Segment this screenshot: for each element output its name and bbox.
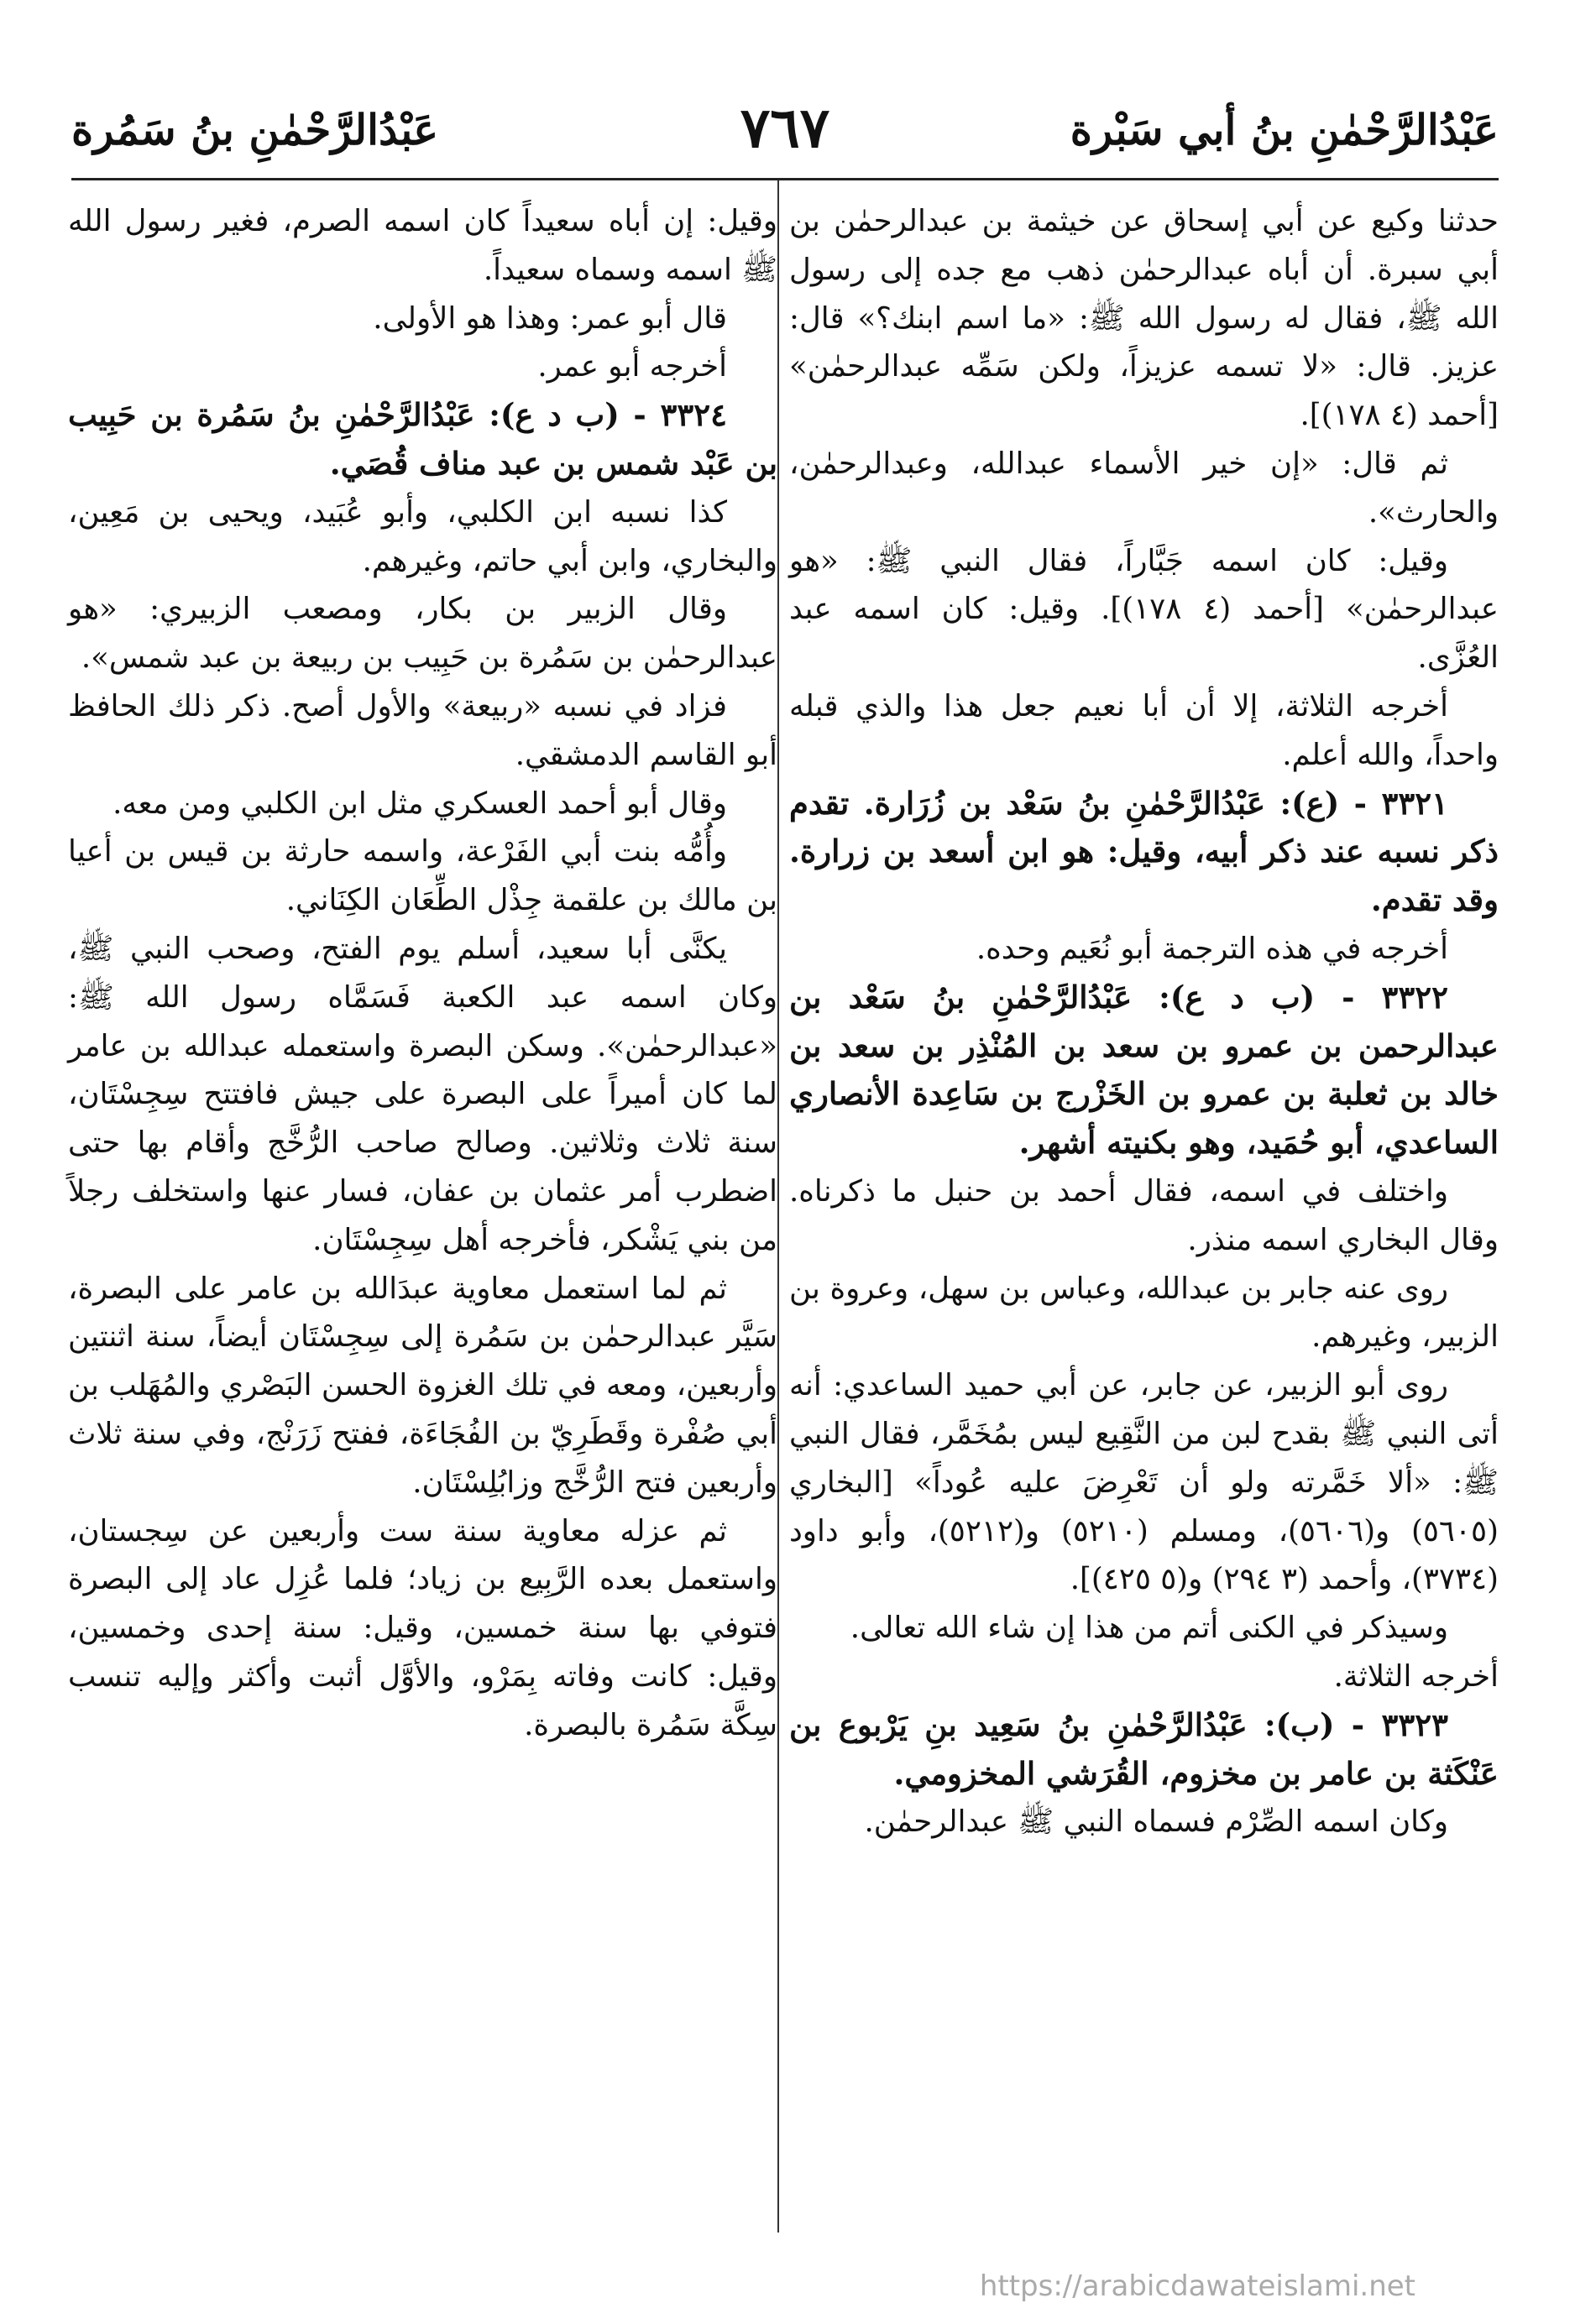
paragraph: أخرجه الثلاثة. [1333,1658,1499,1694]
paragraph: وسيذكر في الكنى أتم من هذا إن شاء الله تعالى. [850,1611,1448,1646]
header-rule [71,178,1499,180]
paragraph: وقيل: كان اسمه جَبَّاراً، فقال النبي ﷺ: «هو عبدالرحمٰن» [أحمد (٤ ١٧٨)]. وقيل: كان اسمه عبد العُزَّى. [789,543,1499,676]
paragraph: وقال أبو أحمد العسكري مثل ابن الكلبي ومن معه. [112,786,727,821]
paragraph: وأُمُّه بنت أبي الفَرْعة، واسمه حارثة بن قيس بن أعيا بن مالك بن علقمة جِذْل الطِّعَان الكِنَاني. [68,834,777,918]
paragraph: وقال الزبير بن بكار، ومصعب الزبيري: «هو عبدالرحمٰن بن سَمُرة بن حَبِيب بن ربيعة بن عبد شمس». [68,592,777,676]
entry-3322: ٣٣٢٢ - (ب د ع): عَبْدُالرَّحْمٰنِ بنُ سَعْد بن عبدالرحمن بن عمرو بن سعد بن المُنْذِر بن سعد بن خالد بن ثعلبة بن عمرو بن الخَزْرج بن سَاعِدة الأنصاري الساعدي، أبو حُمَيد، وهو بكنيته أشهر. [789,978,1499,1162]
paragraph: قال أبو عمر: وهذا هو الأولى. [373,300,727,336]
paragraph: روى أبو الزبير، عن جابر، عن أبي حميد الساعدي: أنه أتى النبي ﷺ بقدح لبن من النَّقِيع ليس بمُخَمَّر، فقال النبي ﷺ: «ألا خَمَّرته ولو أن تَعْرِضَ عليه عُوداً» [البخاري (٥٦٠٥) و(٥٦٠٦)، ومسلم (٥٢١٠) و(٥٢١٢)، وأبو داود (٣٧٣٤)، وأحمد (٣ ٢٩٤) و(٥ ٤٢٥)]. [789,1368,1499,1597]
paragraph: أخرجه الثلاثة، إلا أن أبا نعيم جعل هذا والذي قبله واحداً، والله أعلم. [789,688,1499,772]
paragraph: كذا نسبه ابن الكلبي، وأبو عُبَيد، ويحيى بن مَعِين، والبخاري، وابن أبي حاتم، وغيرهم. [68,494,777,578]
right-column [789,197,1499,1846]
page-header [71,80,1499,172]
watermark-url: https://arabicdawateislami.net [979,2269,1415,2303]
left-column [68,197,777,1750]
entry-3324: ٣٣٢٤ - (ب د ع): عَبْدُالرَّحْمٰنِ بنُ سَمُرة بن حَبِيب بن عَبْد شمس بن عبد مناف قُصَي. [68,396,777,482]
page-number: ٧٦٧ [740,95,830,160]
entry-3321: ٣٣٢١ - (ع): عَبْدُالرَّحْمٰنِ بنُ سَعْد بن زُرَارة. تقدم ذكر نسبه عند ذكر أبيه، وقيل: هو ابن أسعد بن زرارة. وقد تقدم. [789,784,1499,919]
entry-3323: ٣٣٢٣ - (ب): عَبْدُالرَّحْمٰنِ بنُ سَعِيد بنِ يَرْبوع بن عَنْكَثة بن عامر بن مخزوم، القُرَشي المخزومي. [789,1705,1499,1792]
paragraph: ثم قال: «إن خير الأسماء عبدالله، وعبدالرحمٰن، والحارث». [789,446,1499,530]
paragraph: فزاد في نسبه «ربيعة» والأول أصح. ذكر ذلك الحافظ أبو القاسم الدمشقي. [68,688,777,772]
running-title-right: عَبْدُالرَّحْمٰنِ بنُ أبي سَبْرة [1070,105,1499,154]
paragraph: يكنَّى أبا سعيد، أسلم يوم الفتح، وصحب النبي ﷺ، وكان اسمه عبد الكعبة فَسَمَّاه رسول الله ﷺ: «عبدالرحمٰن». وسكن البصرة واستعمله عبدالله بن عامر لما كان أميراً على البصرة على جيش فافتتح سِجِسْتَان، سنة ثلاث وثلاثين. وصالح صاحب الرُّخَّج وأقام بها حتى اضطرب أمر عثمان بن عفان، فسار عنها واستخلف رجلاً من بني يَشْكر، فأخرجه أهل سِجِسْتَان. [68,931,777,1257]
paragraph: روى عنه جابر بن عبدالله، وعباس بن سهل، وعروة بن الزبير، وغيرهم. [789,1271,1499,1355]
paragraph: أخرجه في هذه الترجمة أبو نُعَيم وحده. [976,931,1448,966]
paragraph: ثم عزله معاوية سنة ست وأربعين عن سِجستان، واستعمل بعده الرَّبِيع بن زياد؛ فلما عُزِل عاد إلى البصرة فتوفي بها سنة خمسين، وقيل: سنة إحدى وخمسين، وقيل: كانت وفاته بِمَرْو، والأوَّل أثبت وأكثر وإليه تنسب سِكَّة سَمُرة بالبصرة. [68,1513,777,1742]
paragraph: حدثنا وكيع عن أبي إسحاق عن خيثمة بن عبدالرحمٰن بن أبي سبرة. أن أباه عبدالرحمٰن ذهب مع جده إلى رسول الله ﷺ، فقال له رسول الله ﷺ: «ما اسم ابنك؟» قال: عزيز. قال: «لا تسمه عزيزاً، ولكن سَمِّه عبدالرحمٰن» [أحمد (٤ ١٧٨)]. [789,204,1499,433]
paragraph: وقيل: إن أباه سعيداً كان اسمه الصرم، فغير رسول الله ﷺ اسمه وسماه سعيداً. [68,204,777,287]
column-divider [777,180,779,2233]
paragraph: واختلف في اسمه، فقال أحمد بن حنبل ما ذكرناه. وقال البخاري اسمه منذر. [789,1173,1499,1257]
paragraph: أخرجه أبو عمر. [537,349,727,384]
paragraph: وكان اسمه الصِّرْم فسماه النبي ﷺ عبدالرحمٰن. [864,1804,1448,1840]
running-title-left: عَبْدُالرَّحْمٰنِ بنُ سَمُرة [71,105,439,154]
paragraph: ثم لما استعمل معاوية عبدَالله بن عامر على البصرة، سَيَّر عبدالرحمٰن بن سَمُرة إلى سِجِسْتَان أيضاً، سنة اثنتين وأربعين، ومعه في تلك الغزوة الحسن البَصْري والمُهَلب بن أبي صُفْرة وقَطَرِيّ بن الفُجَاءَة، ففتح زَرَنْج، وفي سنة ثلاث وأربعين فتح الرُّخَّج وزابُلِسْتَان. [68,1271,777,1500]
